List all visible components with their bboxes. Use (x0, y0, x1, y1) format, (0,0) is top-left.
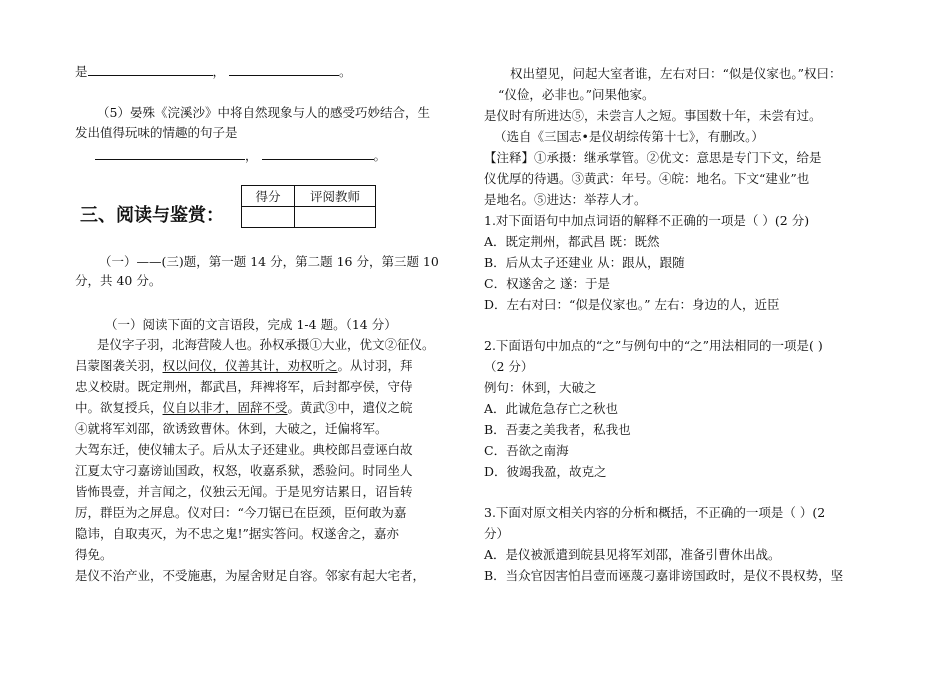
question-3-points: 分） (484, 526, 510, 541)
option-a: A．既定荆州，都武昌 既：既然 (484, 234, 660, 249)
section-intro-line-2: 分，共 40 分。 (75, 273, 162, 288)
passage-line: 江夏太守刁嘉谤讪国政，权怒，收嘉系狱，悉验问。时同坐人 (75, 463, 413, 478)
score-cell[interactable] (242, 207, 295, 228)
passage-line: 是仪不治产业，不受施惠，为屋舍财足自容。邻家有起大宅者， (75, 568, 426, 583)
passage-text: 。从讨羽，拜 (337, 358, 413, 373)
passage-line: 大驾东迁，使仪辅太子。后从太子还建业。典校郎吕壹诬白故 (75, 442, 413, 457)
reviewer-cell[interactable] (295, 207, 376, 228)
option-b: B．当众官因害怕吕壹而诬蔑刁嘉诽谤国政时，是仪不畏权势，坚 (484, 568, 844, 583)
option-b: B．后从太子还建业 从：跟从，跟随 (484, 255, 685, 270)
passage-line: 厉，群臣为之屏息。仪对曰：“今刀锯已在臣颈，臣何敢为嘉 (75, 505, 407, 520)
part-1-title: （一）阅读下面的文言语段，完成 1-4 题。（14 分） (105, 317, 397, 332)
annotation-line: 是地名。⑤进达：举荐人才。 (484, 192, 647, 207)
question-1: 1.对下面语句中加点词语的解释不正确的一项是（ ）(2 分) (484, 213, 810, 228)
question-5-line-1: （5）晏殊《浣溪沙》中将自然现象与人的感受巧妙结合，生 (97, 105, 430, 120)
section-intro-line-1: （一）——(三)题，第一题 14 分，第二题 16 分，第三题 10 (99, 254, 439, 269)
question-2: 2.下面语句中加点的“之”与例句中的“之”用法相同的一项是( ) (484, 338, 823, 353)
passage-line: 是仪字子羽，北海营陵人也。孙权承摄①大业，优文②征仪。 (97, 337, 435, 352)
fill-blank-line-1 (75, 62, 352, 81)
option-b: B．吾妻之美我者，私我也 (484, 422, 631, 437)
option-d: D．左右对曰：“似是仪家也。” 左右：身边的人，近臣 (484, 297, 780, 312)
option-a: A．此诚危急存亡之秋也 (484, 401, 619, 416)
passage-line: 皆怖畏壹，并言闻之，仪独云无闻。于是见穷诘累日，诏旨转 (75, 484, 413, 499)
score-header: 得分 (242, 186, 295, 207)
option-a: A．是仪被派遣到皖县见将军刘邵，准备引曹休出战。 (484, 547, 781, 562)
section-title: 三、阅读与鉴赏： (80, 205, 224, 226)
passage-line (75, 399, 413, 417)
answer-blank[interactable] (88, 62, 213, 76)
passage-line: 权出望见，问起大室者谁，左右对曰：“似是仪家也。”权曰： (510, 66, 842, 81)
passage-line: 是仪时有所进达⑤，未尝言人之短。事国数十年，未尝有过。 (484, 108, 822, 123)
answer-blank[interactable] (262, 146, 374, 160)
question-2-points: （2 分） (484, 359, 534, 374)
passage-line (75, 357, 413, 375)
reviewer-header: 评阅教师 (295, 186, 376, 207)
source-note: （选自《三国志•是仪胡综传第十七》，有删改。） (494, 129, 764, 144)
answer-blank[interactable] (229, 62, 339, 76)
separator: ， (212, 64, 226, 79)
passage-text: 吕蒙图袭关羽， (75, 358, 163, 373)
passage-line: “仪俭，必非也。”问果他家。 (498, 87, 655, 102)
question-5-line-2: 发出值得玩味的情趣的句子是 (75, 125, 238, 140)
annotation-line: 【注释】①承摄：继承掌管。②优文：意思是专门下文，给是 (484, 150, 822, 165)
passage-line: ④就将军刘邵，欲诱致曹休。休到，大破之，迁偏将军。 (75, 421, 388, 436)
score-table (241, 185, 376, 228)
passage-text: 。黄武③中，遣仪之皖 (287, 400, 413, 415)
period: 。 (373, 148, 387, 163)
passage-line: 得免。 (75, 547, 113, 562)
underlined-sentence: 仪自以非才，固辞不受 (162, 400, 288, 415)
passage-text: 中。欲复授兵， (75, 400, 163, 415)
passage-line: 忠义校尉。既定荆州，都武昌，拜裨将军，后封都亭侯，守侍 (75, 379, 413, 394)
question-5-blanks (95, 146, 386, 165)
option-c: C．权遂舍之 遂：于是 (484, 276, 611, 291)
answer-blank[interactable] (95, 146, 245, 160)
period: 。 (339, 64, 352, 79)
passage-line: 隐讳，自取夷灭，为不忠之鬼!”据实答问。权遂舍之，嘉亦 (75, 526, 399, 541)
example-sentence: 例句：休到，大破之 (484, 380, 597, 395)
separator: ， (245, 148, 258, 163)
question-3: 3.下面对原文相关内容的分析和概括，不正确的一项是（ ）(2 (484, 505, 826, 520)
option-c: C．吾欲之南海 (484, 443, 569, 458)
annotation-line: 仪优厚的待遇。③黄武：年号。④皖：地名。下文“建业”也 (484, 171, 810, 186)
underlined-sentence: 权以问仪，仪善其计，劝权听之 (162, 358, 338, 373)
option-d: D．彼竭我盈，故克之 (484, 464, 607, 479)
prefix-text: 是 (75, 64, 88, 79)
